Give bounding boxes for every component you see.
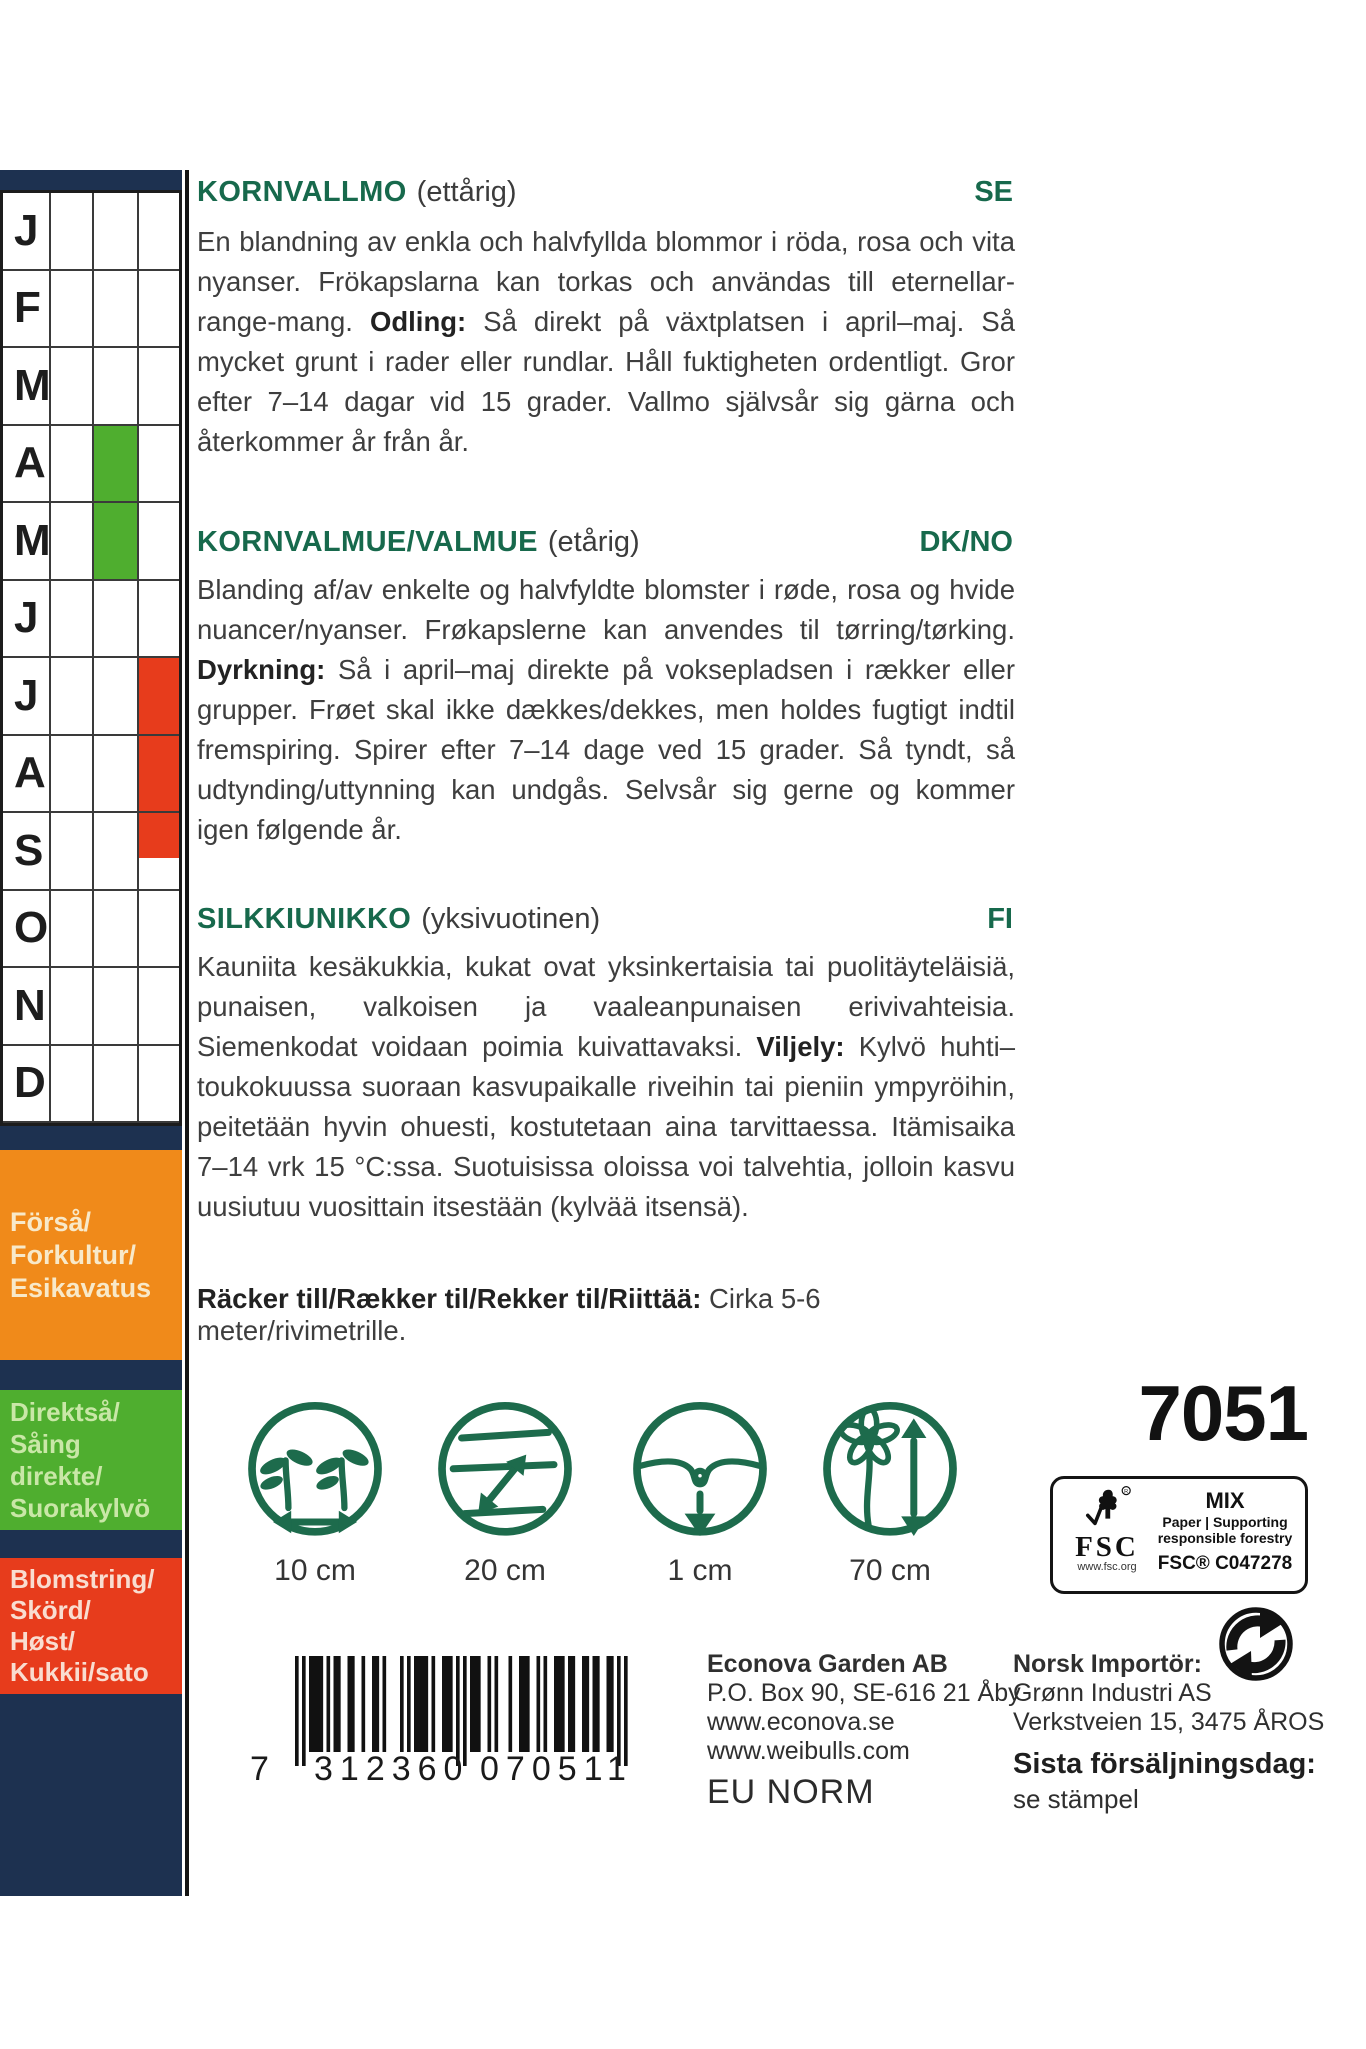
plant-height-icon — [813, 1396, 967, 1588]
sowing-depth-icon — [623, 1396, 777, 1588]
calendar-cell — [94, 736, 139, 814]
month-label-cell: M — [3, 348, 51, 426]
month-label-cell: A — [3, 426, 51, 504]
plant-type-fi: (yksivuotinen) — [421, 903, 601, 935]
barcode-digits-left: 312360 — [314, 1750, 470, 1788]
month-label-cell: O — [3, 891, 51, 969]
last-sale-text: se stämpel — [1013, 1784, 1139, 1814]
legend-line: Blomstring/ — [10, 1564, 155, 1594]
barcode-digit-prefix: 7 — [250, 1750, 269, 1788]
month-label-cell: M — [3, 503, 51, 581]
month-label-cell: A — [3, 736, 51, 814]
importer-address: Verkstveien 15, 3475 ÅROS — [1013, 1708, 1325, 1736]
description-se: En blandning av enkla och halvfyllda blommor i röda, rosa och vita nyanser. Frökapslarna kan torkas och användas till eternellar-range-mang. Odling: Så direkt på växtplatsen i april–maj. Så mycket grunt i rader eller rundlar. Håll fuktigheten ordentligt. Gror efter 7–14 dagar vid 15 grader. Vallmo självsår sig gärna och återkommer år från år. — [197, 226, 1015, 457]
fsc-tree-icon — [1077, 1485, 1137, 1533]
calendar-legend — [0, 1126, 182, 1896]
calendar-cell — [94, 968, 139, 1046]
producer-name: Econova Garden AB — [707, 1650, 948, 1678]
month-label-cell: J — [3, 581, 51, 659]
calendar-cell — [94, 658, 139, 736]
calendar-cell — [51, 348, 94, 426]
importer-block — [1013, 1650, 1324, 1737]
legend-presow — [0, 1150, 182, 1360]
calendar-cell — [139, 271, 179, 349]
calendar-cell — [51, 736, 94, 814]
last-sale-heading: Sista försäljningsdag: — [1013, 1748, 1316, 1780]
calendar-cell — [94, 271, 139, 349]
legend-line: Høst/ — [10, 1626, 75, 1656]
calendar-cell — [51, 891, 94, 969]
article-number: 7051 — [1138, 1369, 1308, 1457]
plant-spacing-icon — [238, 1396, 392, 1588]
calendar-cell — [139, 1046, 179, 1124]
importer-heading: Norsk Importör: — [1013, 1650, 1202, 1678]
importer-name: Grønn Industri AS — [1013, 1679, 1212, 1707]
calendar-cell — [51, 271, 94, 349]
plant-name-se: KORNVALLMO — [197, 176, 407, 208]
sowing-calendar — [0, 190, 182, 1126]
section-header-fi — [197, 903, 1013, 936]
legend-line: Såing — [10, 1429, 81, 1459]
fsc-line1: Paper | Supporting — [1162, 1514, 1288, 1530]
calendar-cell — [139, 891, 179, 969]
sow-icon-label: 10 cm — [274, 1554, 356, 1587]
sow-icon-label: 70 cm — [849, 1554, 931, 1587]
legend-line: Förså/ — [10, 1206, 92, 1237]
legend-line: Skörd/ — [10, 1595, 91, 1625]
calendar-cell — [51, 1046, 94, 1124]
eu-norm: EU NORM — [707, 1773, 875, 1811]
fsc-url: www.fsc.org — [1077, 1561, 1137, 1573]
calendar-cell — [139, 658, 179, 736]
legend-line: Suorakylvö — [10, 1493, 151, 1523]
legend-line: Forkultur/ — [10, 1239, 136, 1270]
legend-line: Direktså/ — [10, 1397, 120, 1427]
fsc-acronym: FSC — [1075, 1531, 1139, 1563]
calendar-cell — [139, 193, 179, 271]
calendar-cell — [51, 193, 94, 271]
sidebar-divider — [185, 170, 189, 1896]
month-label-cell: J — [3, 658, 51, 736]
plant-type-se: (ettårig) — [416, 176, 517, 208]
sidebar-top-bar — [0, 170, 182, 190]
row-spacing-icon — [428, 1396, 582, 1588]
sow-icon-label: 1 cm — [667, 1554, 733, 1587]
month-label-cell: F — [3, 271, 51, 349]
producer-web-weibulls: www.weibulls.com — [707, 1737, 910, 1765]
calendar-cell — [94, 503, 139, 581]
svg-text:R: R — [1124, 1488, 1129, 1495]
fsc-mix: MIX — [1205, 1488, 1245, 1513]
calendar-cell — [94, 1046, 139, 1124]
description-dkno: Blanding af/av enkelte og halvfyldte blomster i røde, rosa og hvide nuancer/nyanser. Frøkapslerne kan anvendes til tørring/tørking. Dyrkning: Så i april–maj direkte på voksepladsen i rækker eller grupper. Frøet skal ikke dækkes/dekkes, men holdes fugtigt indtil fremspiring. Spirer efter 7–14 dage ved 15 grader. Så tyndt, så udtynding/uttynning kan undgås. Selvsår sig gerne og kommer igen følgende år. — [197, 574, 1015, 845]
plant-name-dkno: KORNVALMUE/VALMUE — [197, 526, 538, 558]
plant-name-fi: SILKKIUNIKKO — [197, 903, 412, 935]
legend-line: Esikavatus — [10, 1272, 152, 1303]
calendar-cell — [94, 581, 139, 659]
producer-address: P.O. Box 90, SE-616 21 Åby — [707, 1679, 1021, 1707]
calendar-cell — [51, 658, 94, 736]
producer-web-econova: www.econova.se — [707, 1708, 895, 1736]
calendar-cell — [51, 813, 94, 891]
plant-type-dkno: (etårig) — [547, 526, 640, 558]
calendar-cell — [139, 968, 179, 1046]
legend-line: direkte/ — [10, 1461, 103, 1491]
calendar-cell — [51, 426, 94, 504]
coverage-line: Räcker till/Rækker til/Rekker til/Riittää: Cirka 5-6 meter/rivimetrille. — [197, 1283, 821, 1346]
calendar-cell — [139, 736, 179, 814]
calendar-cell-partial — [139, 813, 179, 858]
calendar-cell — [51, 581, 94, 659]
calendar-cell — [139, 426, 179, 504]
lang-code-fi: FI — [987, 903, 1013, 935]
fsc-line2: responsible forestry — [1157, 1530, 1293, 1546]
lang-code-se: SE — [974, 176, 1013, 208]
month-label-cell: D — [3, 1046, 51, 1124]
calendar-cell — [51, 503, 94, 581]
month-label-cell: S — [3, 813, 51, 891]
calendar-cell — [94, 193, 139, 271]
legend-bloom — [0, 1558, 182, 1694]
description-fi: Kauniita kesäkukkia, kukat ovat yksinkertaisia tai puolitäyteläisiä, punaisen, valkoisen ja vaaleanpunaisen erivivahteisia. Siemenkodat voidaan poimia kuivattavaksi. Viljely: Kylvö huhti–toukokuussa suoraan kasvupaikalle riveihin tai pieniin ympyröihin, peitetään hyvin ohuesti, kostutetaan aina tarvittaessa. Itämisaika 7–14 vrk 15 °C:ssa. Suotuisissa oloissa voi talvehtia, jolloin kasvu uusiutuu vuosittain itsestään (kylvää itsensä). — [197, 951, 1015, 1222]
calendar-cell — [139, 813, 179, 891]
calendar-cell — [139, 581, 179, 659]
month-label-cell: N — [3, 968, 51, 1046]
legend-line: Kukkii/sato — [10, 1657, 149, 1687]
month-label-cell: J — [3, 193, 51, 271]
sow-icon-label: 20 cm — [464, 1554, 546, 1587]
calendar-cell — [94, 813, 139, 891]
legend-direct-sow — [0, 1390, 182, 1530]
calendar-cell — [139, 348, 179, 426]
section-header-dkno — [197, 526, 1013, 559]
barcode-digits-right: 070511 — [480, 1750, 633, 1788]
fsc-label — [1050, 1476, 1308, 1594]
section-header-se — [197, 176, 1013, 209]
calendar-cell — [94, 426, 139, 504]
calendar-cell — [51, 968, 94, 1046]
calendar-cell — [94, 348, 139, 426]
calendar-cell — [94, 891, 139, 969]
calendar-cell — [139, 503, 179, 581]
fsc-cert-number: FSC® C047278 — [1157, 1553, 1293, 1574]
producer-block — [707, 1650, 1021, 1766]
lang-code-dkno: DK/NO — [919, 526, 1013, 558]
